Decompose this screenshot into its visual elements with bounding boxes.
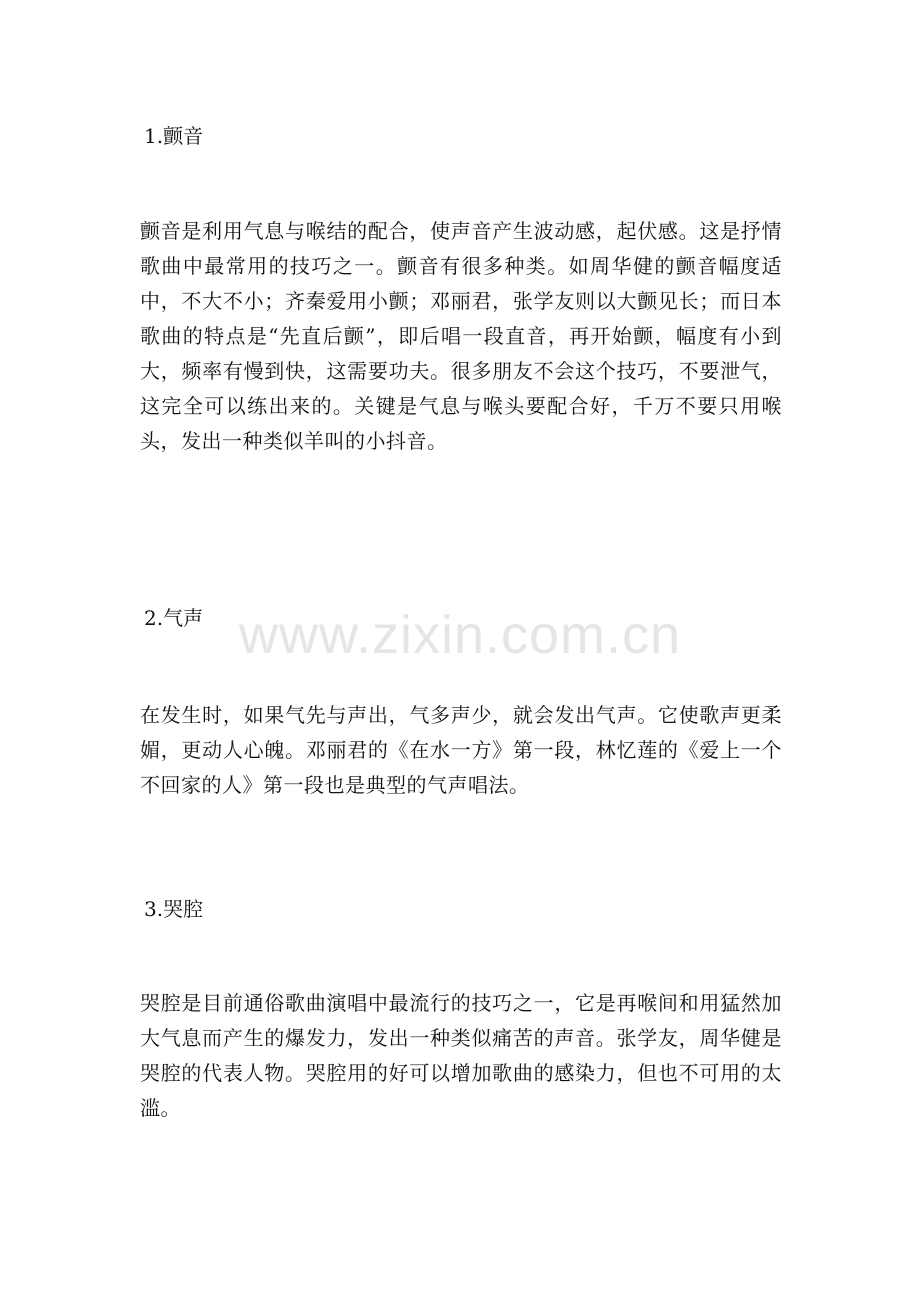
section-body-crying-tone: 哭腔是目前通俗歌曲演唱中最流行的技巧之一，它是再喉间和用猛然加大气息而产生的爆发力，发出一种类似痛苦的声音。张学友，周华健是哭腔的代表人物。哭腔用的好可以增加歌曲的感染力，但也不可用的太滥。 [140,991,782,1120]
section-heading-crying-tone: 3.哭腔 [144,897,204,921]
section-heading-breathy-voice: 2.气声 [144,606,204,630]
section-body-tremolo: 颤音是利用气息与喉结的配合，使声音产生波动感，起伏感。这是抒情歌曲中最常用的技巧之一。颤音有很多种类。如周华健的颤音幅度适中，不大不小；齐秦爱用小颤；邓丽君，张学友则以大颤见长；而日本歌曲的特点是“先直后颤”，即后唱一段直音，再开始颤，幅度有小到大，频率有慢到快，这需要功夫。很多朋友不会这个技巧，不要泄气，这完全可以练出来的。关键是气息与喉头要配合好，千万不要只用喉头，发出一种类似羊叫的小抖音。 [140,219,782,453]
section-body-breathy-voice: 在发生时，如果气先与声出，气多声少，就会发出气声。它使歌声更柔媚，更动人心魄。邓丽君的《在水一方》第一段，林忆莲的《爱上一个不回家的人》第一段也是典型的气声唱法。 [140,703,782,797]
section-heading-tremolo: 1.颤音 [144,124,204,148]
watermark: www.zixin.com.cn [238,605,682,665]
